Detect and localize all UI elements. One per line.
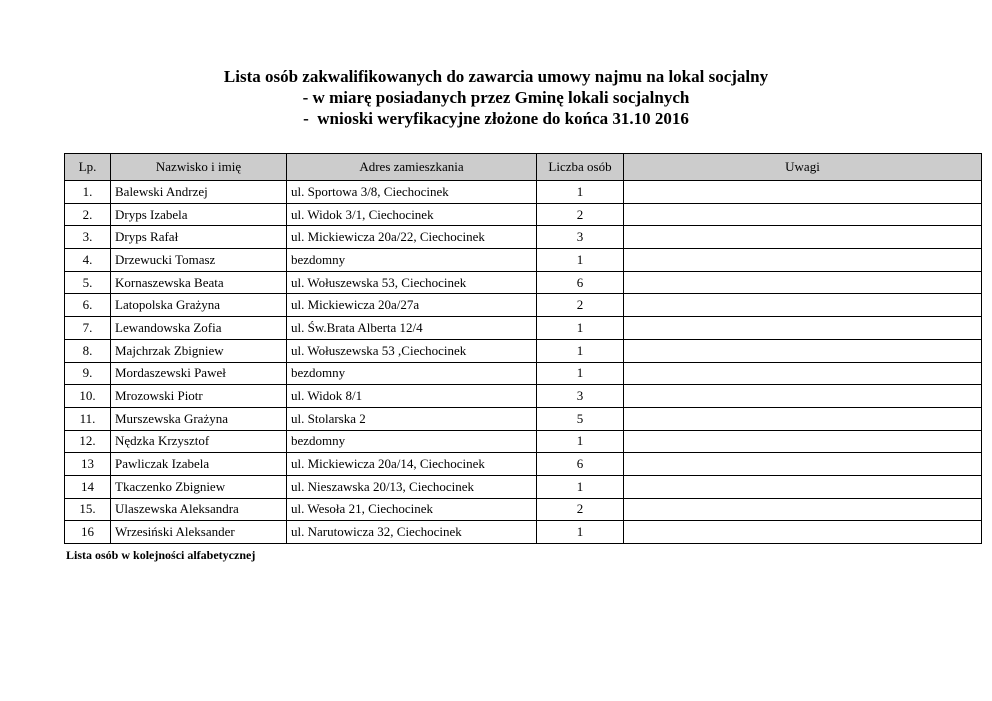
row-address: bezdomny <box>287 362 537 385</box>
table-row <box>65 407 982 430</box>
row-notes <box>624 249 982 272</box>
row-count: 1 <box>537 475 624 498</box>
row-notes <box>624 521 982 544</box>
row-notes <box>624 181 982 204</box>
header-address: Adres zamieszkania <box>287 154 537 181</box>
row-notes <box>624 430 982 453</box>
row-name: Pawliczak Izabela <box>111 453 287 476</box>
row-count: 1 <box>537 521 624 544</box>
row-notes <box>624 317 982 340</box>
qualified-persons-table <box>64 153 982 544</box>
row-lp: 13 <box>65 453 111 476</box>
row-notes <box>624 294 982 317</box>
row-count: 1 <box>537 430 624 453</box>
row-name: Murszewska Grażyna <box>111 407 287 430</box>
row-address: ul. Św.Brata Alberta 12/4 <box>287 317 537 340</box>
row-count: 2 <box>537 203 624 226</box>
row-count: 6 <box>537 271 624 294</box>
row-name: Drzewucki Tomasz <box>111 249 287 272</box>
footer-note: Lista osób w kolejności alfabetycznej <box>66 548 256 562</box>
table-row <box>65 385 982 408</box>
row-address: ul. Widok 8/1 <box>287 385 537 408</box>
row-count: 2 <box>537 294 624 317</box>
table-row <box>65 521 982 544</box>
row-name: Tkaczenko Zbigniew <box>111 475 287 498</box>
header-name: Nazwisko i imię <box>111 154 287 181</box>
row-lp: 2. <box>65 203 111 226</box>
row-address: ul. Mickiewicza 20a/22, Ciechocinek <box>287 226 537 249</box>
row-lp: 7. <box>65 317 111 340</box>
row-lp: 11. <box>65 407 111 430</box>
row-address: ul. Wołuszewska 53 ,Ciechocinek <box>287 339 537 362</box>
row-name: Ulaszewska Aleksandra <box>111 498 287 521</box>
row-lp: 6. <box>65 294 111 317</box>
row-notes <box>624 385 982 408</box>
table-row <box>65 317 982 340</box>
row-address: ul. Sportowa 3/8, Ciechocinek <box>287 181 537 204</box>
row-name: Kornaszewska Beata <box>111 271 287 294</box>
row-address: ul. Widok 3/1, Ciechocinek <box>287 203 537 226</box>
row-count: 3 <box>537 385 624 408</box>
row-name: Latopolska Grażyna <box>111 294 287 317</box>
table-row <box>65 453 982 476</box>
row-address: ul. Stolarska 2 <box>287 407 537 430</box>
row-notes <box>624 453 982 476</box>
table-body <box>65 181 982 544</box>
title-line-3: - wnioski weryfikacyjne złożone do końca 31.10 2016 <box>303 109 689 128</box>
row-address: ul. Narutowicza 32, Ciechocinek <box>287 521 537 544</box>
table-row <box>65 339 982 362</box>
table-row <box>65 271 982 294</box>
header-notes: Uwagi <box>624 154 982 181</box>
title-line-1: Lista osób zakwalifikowanych do zawarcia umowy najmu na lokal socjalny <box>223 67 769 86</box>
row-address: ul. Nieszawska 20/13, Ciechocinek <box>287 475 537 498</box>
row-count: 6 <box>537 453 624 476</box>
row-name: Mrozowski Piotr <box>111 385 287 408</box>
row-address: bezdomny <box>287 249 537 272</box>
row-notes <box>624 498 982 521</box>
row-lp: 8. <box>65 339 111 362</box>
document-title <box>0 66 992 129</box>
row-name: Wrzesiński Aleksander <box>111 521 287 544</box>
row-count: 1 <box>537 317 624 340</box>
table-row <box>65 226 982 249</box>
row-lp: 1. <box>65 181 111 204</box>
row-name: Dryps Izabela <box>111 203 287 226</box>
table-row <box>65 430 982 453</box>
table-row <box>65 181 982 204</box>
row-notes <box>624 271 982 294</box>
row-count: 3 <box>537 226 624 249</box>
row-address: ul. Mickiewicza 20a/14, Ciechocinek <box>287 453 537 476</box>
row-name: Balewski Andrzej <box>111 181 287 204</box>
row-count: 1 <box>537 249 624 272</box>
row-lp: 9. <box>65 362 111 385</box>
row-count: 1 <box>537 339 624 362</box>
row-lp: 14 <box>65 475 111 498</box>
row-count: 2 <box>537 498 624 521</box>
row-notes <box>624 362 982 385</box>
table-row <box>65 362 982 385</box>
row-address: bezdomny <box>287 430 537 453</box>
row-address: ul. Wołuszewska 53, Ciechocinek <box>287 271 537 294</box>
row-name: Majchrzak Zbigniew <box>111 339 287 362</box>
row-lp: 3. <box>65 226 111 249</box>
table-row <box>65 498 982 521</box>
row-lp: 4. <box>65 249 111 272</box>
row-name: Nędzka Krzysztof <box>111 430 287 453</box>
title-line-2: - w miarę posiadanych przez Gminę lokali socjalnych <box>302 88 690 107</box>
table-header-row <box>65 154 982 181</box>
table-row <box>65 203 982 226</box>
header-lp: Lp. <box>65 154 111 181</box>
row-count: 5 <box>537 407 624 430</box>
table-row <box>65 294 982 317</box>
row-address: ul. Wesoła 21, Ciechocinek <box>287 498 537 521</box>
row-name: Mordaszewski Paweł <box>111 362 287 385</box>
row-count: 1 <box>537 362 624 385</box>
table-row <box>65 475 982 498</box>
table-row <box>65 249 982 272</box>
row-notes <box>624 475 982 498</box>
row-address: ul. Mickiewicza 20a/27a <box>287 294 537 317</box>
row-notes <box>624 203 982 226</box>
row-notes <box>624 226 982 249</box>
row-name: Dryps Rafał <box>111 226 287 249</box>
row-notes <box>624 407 982 430</box>
row-lp: 12. <box>65 430 111 453</box>
row-name: Lewandowska Zofia <box>111 317 287 340</box>
row-count: 1 <box>537 181 624 204</box>
header-count: Liczba osób <box>537 154 624 181</box>
row-notes <box>624 339 982 362</box>
row-lp: 16 <box>65 521 111 544</box>
row-lp: 10. <box>65 385 111 408</box>
row-lp: 15. <box>65 498 111 521</box>
row-lp: 5. <box>65 271 111 294</box>
